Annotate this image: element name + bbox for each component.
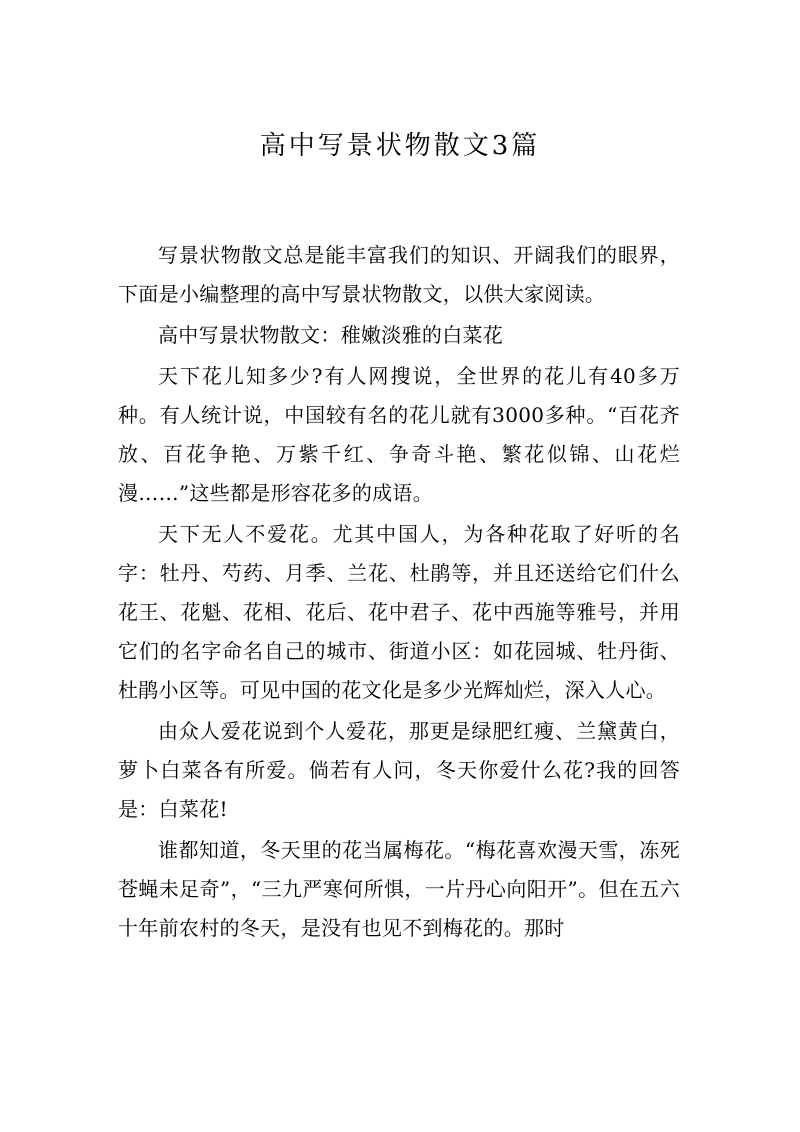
paragraph: 天下无人不爱花。尤其中国人，为各种花取了好听的名字：牡丹、芍药、月季、兰花、杜鹃等，并且还送给它们什么花王、花魁、花相、花后、花中君子、花中西施等雅号，并用它们的名字命名自己的城市、街道小区：如花园城、牡丹街、杜鹃小区等。可见中国的花文化是多少光辉灿烂，深入人心。 (118, 522, 680, 702)
paragraph: 由众人爱花说到个人爱花，那更是绿肥红瘦、兰黛黄白，萝卜白菜各有所爱。倘若有人问，冬天你爱什么花?我的回答是：白菜花! (118, 719, 680, 821)
document-title: 高中写景状物散文3篇 (259, 131, 541, 161)
paragraph: 天下花儿知多少?有人网搜说，全世界的花儿有40多万种。有人统计说，中国较有名的花儿就有3000多种。“百花齐放、百花争艳、万紫千红、争奇斗艳、繁花似锦、山花烂漫……”这些都是形容花多的成语。 (118, 364, 680, 505)
paragraph: 谁都知道，冬天里的花当属梅花。“梅花喜欢漫天雪，冻死苍蝇未足奇”，“三九严寒何所惧，一片丹心向阳开”。但在五六十年前农村的冬天，是没有也见不到梅花的。那时 (118, 838, 680, 940)
document-body (118, 236, 680, 950)
paragraph-intro: 写景状物散文总是能丰富我们的知识、开阔我们的眼界，下面是小编整理的高中写景状物散文，以供大家阅读。 (118, 243, 680, 306)
section-heading: 高中写景状物散文：稚嫩淡雅的白菜花 (158, 323, 504, 347)
